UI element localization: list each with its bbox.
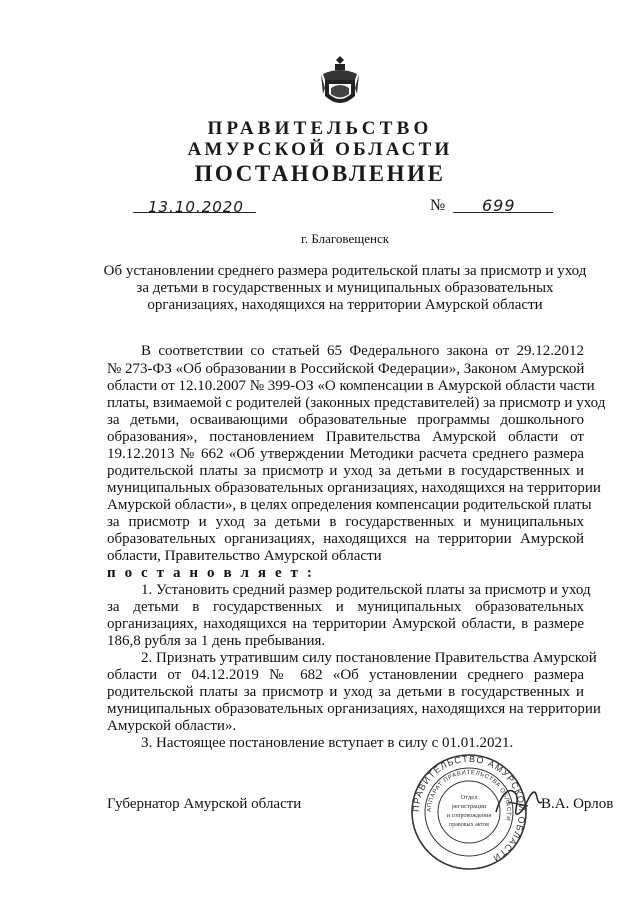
body-line: В соответствии со статьей 65 Федерального закона от 29.12.2012 bbox=[141, 343, 584, 359]
body-line: за детьми, осваивающими образовательные программы дошкольного bbox=[107, 412, 584, 428]
doc-title-line: Об установлении среднего размера родительской платы за присмотр и уход bbox=[103, 263, 587, 279]
signatory-name: В.А. Орлов bbox=[541, 796, 614, 812]
body-line: родительской платы за присмотр и уход за детьми в государственных и bbox=[107, 463, 584, 479]
stamp-inner-text: АППАРАТ ПРАВИТЕЛЬСТВА ОБЛАСТИ bbox=[426, 769, 512, 822]
doc-date: 13.10.2020 bbox=[148, 198, 244, 216]
stamp-center-line: и сопровождения bbox=[446, 813, 492, 819]
body-line: 3. Настоящее постановление вступает в силу с 01.01.2021. bbox=[141, 735, 514, 751]
stamp-center-line: правовых актов bbox=[449, 822, 489, 828]
body-line: образовательных организациях, находящихся на территории Амурской bbox=[107, 531, 584, 547]
doc-title-line: за детьми в государственных и муниципальных образовательных bbox=[136, 280, 554, 296]
body-line: муниципальных образовательных организациях, находящихся на территории bbox=[107, 701, 601, 717]
body-line: Амурской области». bbox=[107, 718, 237, 734]
stamp-outer-text: ПРАВИТЕЛЬСТВО АМУРСКОЙ ОБЛАСТИ bbox=[410, 753, 528, 864]
body-line: области, Правительство Амурской области bbox=[107, 548, 382, 564]
body-line: Амурской области», в целях определения компенсации родительской платы bbox=[107, 497, 592, 513]
body-line: 2. Признать утратившим силу постановление Правительства Амурской bbox=[141, 650, 597, 666]
body-line: 1. Установить средний размер родительской платы за присмотр и уход bbox=[141, 582, 591, 598]
resolves-keyword: п о с т а н о в л я е т : bbox=[107, 565, 315, 581]
handwritten-signature bbox=[488, 772, 548, 832]
org-region: АМУРСКОЙ ОБЛАСТИ bbox=[187, 139, 453, 160]
body-line: за присмотр и уход за детьми в государственных и муниципальных bbox=[107, 514, 584, 530]
number-label: № bbox=[430, 197, 446, 214]
body-line: организациях, находящихся на территории Амурской области, в размере bbox=[107, 616, 584, 632]
signatory-position: Губернатор Амурской области bbox=[107, 796, 302, 812]
doc-title-line: организациях, находящихся на территории Амурской области bbox=[147, 297, 543, 313]
body-line: 19.12.2013 № 662 «Об утверждении Методики расчета среднего размера bbox=[107, 446, 584, 462]
body-line: области от 12.10.2007 № 399-ОЗ «О компенсации в Амурской области части bbox=[107, 378, 595, 394]
doc-number: 699 bbox=[482, 196, 516, 215]
org-title: ПРАВИТЕЛЬСТВО bbox=[207, 118, 433, 139]
coat-of-arms-emblem bbox=[319, 54, 361, 112]
doc-type: ПОСТАНОВЛЕНИЕ bbox=[194, 161, 446, 186]
body-line: за детьми в государственных и муниципальных образовательных bbox=[107, 599, 584, 615]
body-line: 186,8 рубля за 1 день пребывания. bbox=[107, 633, 326, 649]
body-line: области от 04.12.2019 № 682 «Об установлении среднего размера bbox=[107, 667, 584, 683]
body-line: родительской платы за присмотр и уход за детьми в государственных и bbox=[107, 684, 584, 700]
stamp-center-line: Отдел bbox=[460, 794, 478, 801]
body-line: платы, взимаемой с родителей (законных представителей) за присмотр и уход bbox=[107, 395, 606, 411]
body-line: муниципальных образовательных организациях, находящихся на территории bbox=[107, 480, 601, 496]
body-line: № 273-ФЗ «Об образовании в Российской Федерации», Законом Амурской bbox=[107, 361, 585, 377]
body-line: образования», постановлением Правительства Амурской области от bbox=[107, 429, 584, 445]
stamp-center-line: регистрации bbox=[451, 803, 487, 810]
city: г. Благовещенск bbox=[300, 231, 390, 246]
